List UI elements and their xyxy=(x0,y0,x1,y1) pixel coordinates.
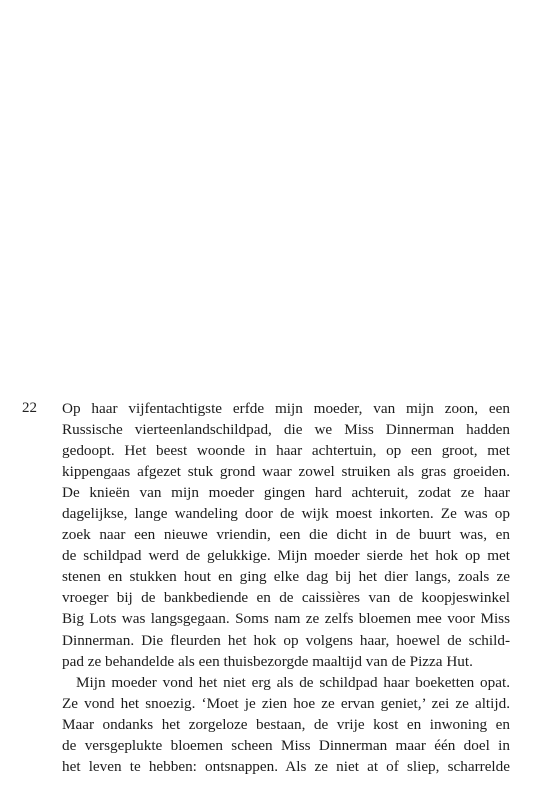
text-line: de versgeplukte bloemen scheen Miss Dinnerman maar één doel in xyxy=(62,736,510,754)
body-text xyxy=(62,398,510,777)
page-number: 22 xyxy=(22,400,37,416)
text-line: Op haar vijfentachtigste erfde mijn moeder, van mijn zoon, een xyxy=(62,400,510,417)
text-line: de schildpad werd de gelukkige. Mijn moeder sierde het hok op met xyxy=(62,547,510,565)
text-line: stenen en stukken hout en ging elke dag bij het dier langs, zoals ze xyxy=(62,568,510,586)
text-line: het leven te hebben: ontsnappen. Als ze niet at of sliep, scharrelde xyxy=(62,757,510,775)
text-line: zoek naar een nieuwe vriendin, een die dicht in de buurt was, en xyxy=(62,526,510,544)
text-line: Russische vierteenlandschildpad, die we Miss Dinnerman hadden xyxy=(62,421,510,439)
text-line: De knieën van mijn moeder gingen hard achteruit, zodat ze haar xyxy=(62,484,510,502)
text-line: Maar ondanks het zorgeloze bestaan, de vrije kost en inwoning en xyxy=(62,715,510,733)
text-line: dagelijkse, lange wandeling door de wijk moest inkorten. Ze was op xyxy=(62,505,510,523)
text-line: kippengaas afgezet stuk grond waar zowel struiken als gras groeiden. xyxy=(62,463,510,481)
text-line: Dinnerman. Die fleurden het hok op volgens haar, hoewel de schild- xyxy=(62,631,510,649)
text-line: Big Lots was langsgegaan. Soms nam ze zelfs bloemen mee voor Miss xyxy=(62,610,510,628)
text-line: Ze vond het snoezig. ‘Moet je zien hoe ze ervan geniet,’ zei ze altijd. xyxy=(62,694,510,712)
text-line: vroeger bij de bankbediende en de caissières van de koopjeswinkel xyxy=(62,589,510,607)
text-line: gedoopt. Het beest woonde in haar achtertuin, op een groot, met xyxy=(62,442,510,460)
text-line: Mijn moeder vond het niet erg als de schildpad haar boeketten opat. xyxy=(76,673,510,691)
text-line: pad ze behandelde als een thuisbezorgde maaltijd van de Pizza Hut. xyxy=(62,652,473,670)
